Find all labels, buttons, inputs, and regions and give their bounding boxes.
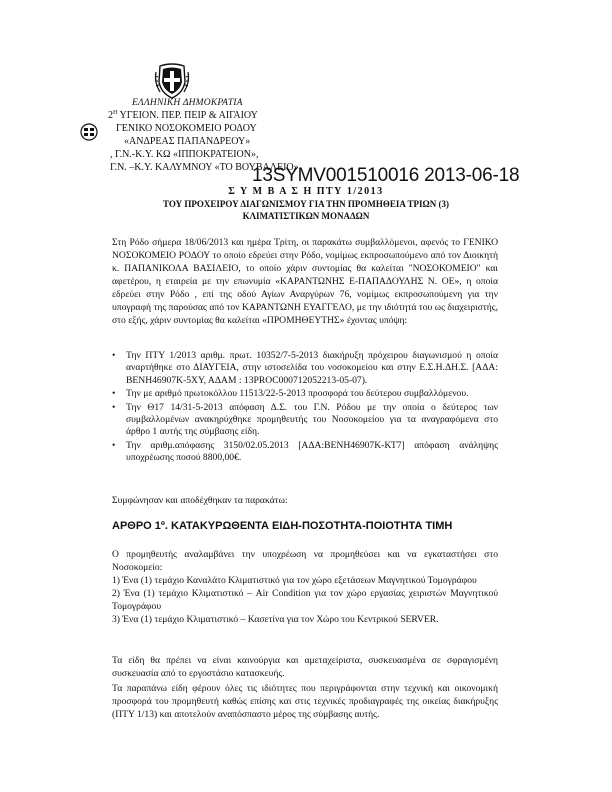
contract-subtitle: ΤΟΥ ΠΡΟΧΕΙΡΟΥ ΔΙΑΓΩΝΙΣΜΟΥ ΓΙΑ ΤΗΝ ΠΡΟΜΗΘΕΙΑ ΤΡΙΩΝ (3)	[163, 199, 449, 209]
contract-title: Σ Υ Μ Β Α Σ Η ΠΤΥ 1/2013	[228, 186, 384, 197]
article-1-item-1: 1) Ένα (1) τεμάχιο Καναλάτο Κλιματιστικό για τον χώρο εξετάσεων Μαγνητικού Τομογράφου	[112, 575, 477, 586]
goods-properties-text: Τα παραπάνω είδη φέρουν όλες τις ιδιότητες που περιγράφονται στην τεχνική και οικονομική προσφορά του προμηθευτή καθώς επίσης και στις τεχνικές προδιαγραφές της οικείας διακήρυξης (ΠΤΥ 1/13) και αποτελούν αναπόσπαστο μέρος της σύμβασης αυτής.	[112, 683, 498, 720]
agreement-line: Συμφώνησαν και αποδέχθηκαν τα παρακάτω:	[112, 495, 288, 506]
list-item: • Την Θ17 14/31-5-2013 απόφαση Δ.Σ. του Γ.Ν. Ρόδου με την οποία ο δεύτερος των συμβαλλομένων ανακηρύχθηκε προμηθευτής του Νοσοκομείου για τα αναγραφόμενα στο άρθρο 1 αυτής της σύμβασης είδη.	[112, 401, 498, 438]
list-item: • Την ΠΤΥ 1/2013 αριθμ. πρωτ. 10352/7-5-2013 διακήρυξη πρόχειρου διαγωνισμού η οποία αναρτήθηκε στο ΔΙΑΥΓΕΙΑ, στην ιστοσελίδα του νοσοκομείου και στην Ε.Σ.Η.ΔΗ.Σ. [ΑΔΑ: ΒΕΝΗ46907Κ-5ΧΥ, ΑΔΑΜ : 13PROC000712052213-05-07).	[112, 350, 498, 386]
hospital-logo-icon	[80, 123, 98, 141]
bullet-icon: •	[112, 350, 116, 361]
intro-paragraph: Στη Ρόδο σήμερα 18/06/2013 και ημέρα Τρίτη, οι παρακάτω συμβαλλόμενοι, αφενός το ΓΕΝΙΚΟ ΝΟΣΟΚΟΜΕΙΟ ΡΟΔΟΥ το οποίο εδρεύει στην Ρόδο, νομίμως εκπροσωπούμενο από τον Διοικητή κ. ΠΑΠΑΝΙΚΟΛΑ ΒΑΣΙΛΕΙΟ, το οποίο χάριν συντομίας θα καλείται "ΝΟΣΟΚΟΜΕΙΟ" και αφετέρου, η εταιρεία με την επωνυμία «ΚΑΡΑΝΤΩΝΗΣ Ε-ΠΑΠΑΔΟΥΛΗΣ Ν. ΟΕ», η οποία εδρεύει στην Ρόδο , επί της οδού Αγίων Αναργύρων 76, νομίμως εκπροσωπούμενη για την υπογραφή της παρούσας από τον ΚΑΡΑΝΤΩΝΗ ΕΥΑΓΓΕΛΟ, με την ιδιότητά του ως διαχειριστής, στο εξής, χάριν συντομίας θα καλείται «ΠΡΟΜΗΘΕΥΤΗΣ» έχοντας υπόψη:	[112, 237, 498, 326]
considerations-list	[112, 350, 498, 466]
list-item: • Την αριθμ.απόφασης 3150/02.05.2013 [ΑΔΑ:ΒΕΝΗ46907Κ-ΚΤ7] απόφαση ανάληψης υποχρέωσης ποσού 8800,00€.	[112, 439, 498, 464]
header-country: ΕΛΛΗΝΙΚΗ ΔΗΜΟΚΡΑΤΙΑ	[132, 98, 243, 108]
greek-emblem-icon	[152, 60, 192, 100]
bullet-icon: •	[112, 401, 116, 413]
document-id-stamp: 13SYMV001510016 2013-06-18	[252, 165, 520, 186]
bullet-icon: •	[112, 439, 116, 451]
goods-paragraphs	[112, 654, 498, 721]
list-item: • Την με αριθμό πρωτοκόλλου 11513/22-5-2013 προσφορά του δεύτερου συμβαλλόμενου.	[112, 388, 469, 400]
article-1-intro: Ο προμηθευτής αναλαμβάνει την υποχρέωση να προμηθεύσει και να εγκαταστήσει στο Νοσοκομείο:	[112, 549, 498, 573]
bullet-icon: •	[112, 388, 116, 400]
header-kos: , Γ.Ν.-Κ.Υ. ΚΩ «ΙΠΠΟΚΡΑΤΕΙΟΝ»,	[110, 149, 259, 160]
article-1-item-2: 2) Ένα (1) τεμάχιο Κλιματιστικό – Air Condition για τον χώρο εργασίας χειριστών Μαγνητικού Τομογράφου	[112, 588, 498, 612]
article-1-heading: ΑΡΘΡΟ 1º. ΚΑΤΑΚΥΡΩΘΕΝΤΑ ΕΙΔΗ-ΠΟΣΟΤΗΤΑ-ΠΟΙΟΤΗΤΑ ΤΙΜΗ	[112, 520, 453, 532]
article-1-item-3: 3) Ένα (1) τεμάχιο Κλιματιστικό – Κασετίνα για τον Χώρο του Κεντρικού SERVER.	[112, 614, 439, 625]
goods-condition-text: Τα είδη θα πρέπει να είναι καινούργια και αμεταχείριστα, συσκευασμένα σε σφραγισμένη συσκευασία από το εργοστάσιο κατασκευής.	[112, 655, 498, 679]
contract-subtitle-2: ΚΛΙΜΑΤΙΣΤΙΚΩΝ ΜΟΝΑΔΩΝ	[242, 211, 370, 221]
header-region: $2^H$ ΥΓΕΙΟΝ. ΠΕΡ. ΠΕΙΡ & ΑΙΓΑΙΟΥ	[108, 110, 258, 121]
article-1-body	[112, 548, 498, 626]
header-kalymnos: Γ.Ν. –Κ.Υ. ΚΑΛΥΜΝΟΥ «ΤΟ ΒΟΥΒΑΛΕΙΟ»	[110, 162, 299, 173]
header-hospital: ΓΕΝΙΚΟ ΝΟΣΟΚΟΜΕΙΟ ΡΟΔΟΥ	[116, 123, 257, 134]
header-hospital-name: «ΑΝΔΡΕΑΣ ΠΑΠΑΝΔΡΕΟΥ»	[124, 136, 251, 147]
